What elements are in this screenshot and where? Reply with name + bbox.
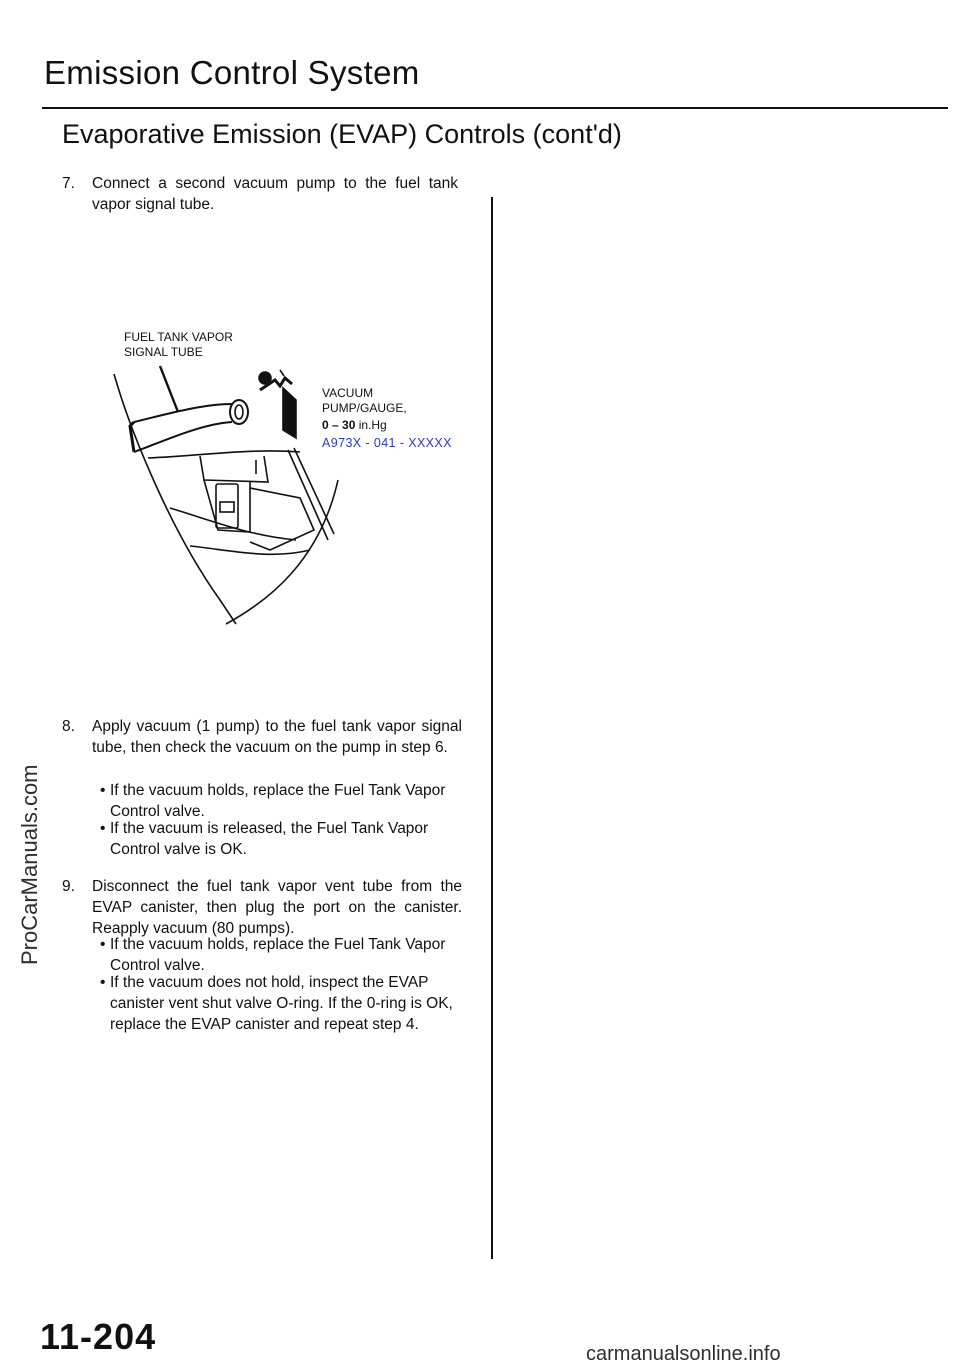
bottom-watermark: carmanualsonline.info: [586, 1343, 781, 1365]
page-title: Emission Control System: [44, 54, 420, 91]
tube-label-line2: SIGNAL TUBE: [124, 345, 203, 359]
step-number: 7.: [62, 175, 75, 192]
part-number: A973X - 041 - XXXXX: [322, 436, 452, 450]
step-text: Apply vacuum (1 pump) to the fuel tank vapor signal tube, then check the vacuum on the pump in step 6.: [92, 718, 462, 756]
step-text: Disconnect the fuel tank vapor vent tube from the EVAP canister, then plug the port on the canister. Reapply vacuum (80 pumps).: [92, 878, 462, 937]
header-rule: [42, 107, 948, 109]
bullet-text: If the vacuum holds, replace the Fuel Tank Vapor Control valve.: [110, 782, 446, 820]
page-number: 11-204: [40, 1316, 157, 1357]
pump-label-line2: PUMP/GAUGE,: [322, 401, 407, 415]
tube-label-line1: FUEL TANK VAPOR: [124, 330, 233, 344]
tube-label: [124, 330, 233, 360]
column-divider: [491, 197, 493, 1259]
step-number: 8.: [62, 718, 75, 735]
bullet-dot: •: [100, 782, 106, 799]
pump-label-line1: VACUUM: [322, 386, 374, 400]
bullet-dot: •: [100, 974, 106, 991]
bullet-text: If the vacuum is released, the Fuel Tank Vapor Control valve is OK.: [110, 820, 429, 858]
bullet-text: If the vacuum does not hold, inspect the EVAP canister vent shut valve O-ring. If the 0-ring is OK, replace the EVAP canister and repeat step 4.: [110, 974, 453, 1033]
pump-range-label: [322, 418, 387, 432]
bullet-text: If the vacuum holds, replace the Fuel Tank Vapor Control valve.: [110, 936, 446, 974]
side-watermark: ProCarManuals.com: [17, 764, 42, 965]
bullet-dot: •: [100, 820, 106, 837]
step-text: Connect a second vacuum pump to the fuel tank vapor signal tube.: [92, 175, 458, 213]
step-number: 9.: [62, 878, 75, 895]
fuel-tank-vapor-illustration: [100, 360, 350, 630]
pump-range-unit: in.Hg: [355, 418, 387, 432]
bullet-dot: •: [100, 936, 106, 953]
pump-range-value: 0 – 30: [322, 418, 356, 432]
pump-label: [322, 386, 407, 416]
section-title: Evaporative Emission (EVAP) Controls (cont'd): [62, 119, 622, 149]
